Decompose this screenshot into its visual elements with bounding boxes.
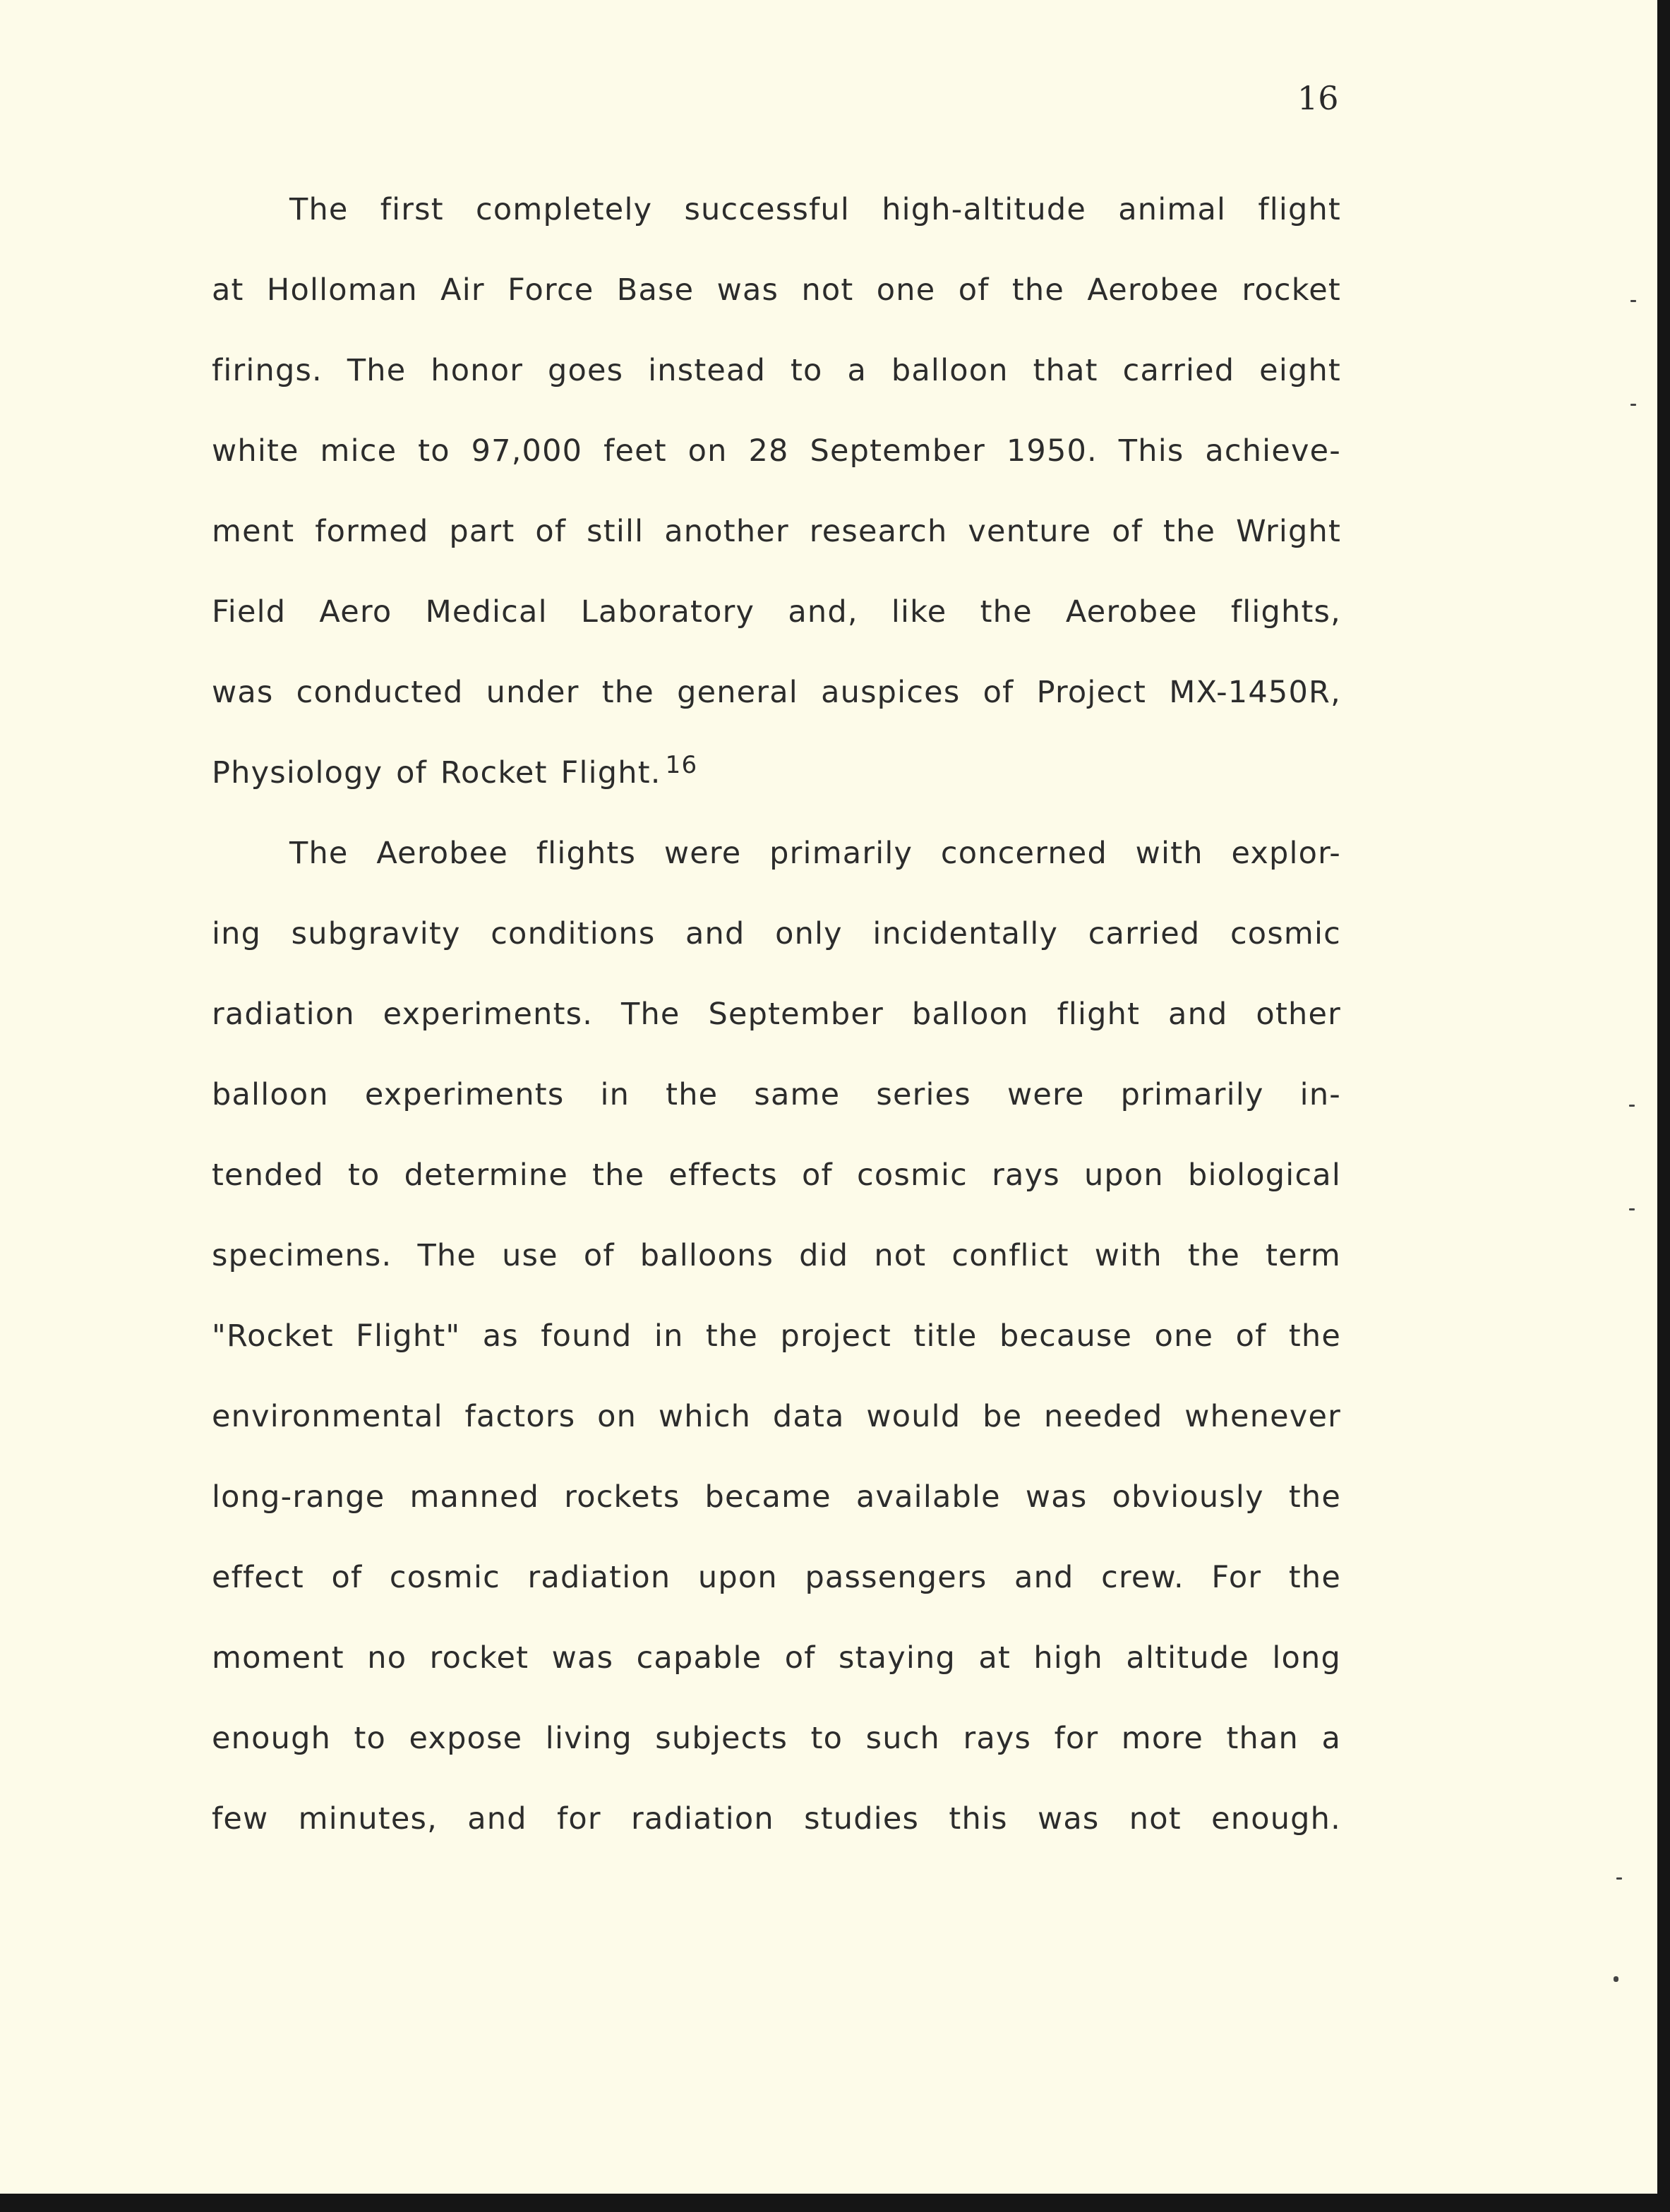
paragraph-1-line-3: firings. The honor goes instead to a balloon that carried eight [212,353,1341,388]
scan-speck [1630,404,1636,406]
paragraph-2-line-1: The Aerobee flights were primarily concerned with explor- [289,836,1341,871]
scan-border-right [1657,0,1670,2212]
paragraph-1-last-line-text: Physiology of Rocket Flight. [212,755,661,791]
paragraph-2-line-4: balloon experiments in the same series were primarily in- [212,1077,1341,1112]
paragraph-1-line-5: ment formed part of still another research venture of the Wright [212,514,1341,549]
paragraph-2-line-13: few minutes, and for radiation studies this was not enough. [212,1801,1341,1837]
scan-speck [1614,1976,1618,1982]
paragraph-1-line-8 [212,733,1341,813]
paragraph-2-line-2: ing subgravity conditions and only incidentally carried cosmic [212,916,1341,951]
scan-speck [1616,1877,1622,1880]
paragraph-1-line-4: white mice to 97,000 feet on 28 September 1950. This achieve- [212,433,1341,469]
paragraph-2-line-8: environmental factors on which data would be needed whenever [212,1399,1341,1434]
paragraph-1-line-6: Field Aero Medical Laboratory and, like the Aerobee flights, [212,594,1341,630]
paragraph-1-line-2: at Holloman Air Force Base was not one of the Aerobee rocket [212,272,1341,308]
paragraph-2-line-6: specimens. The use of balloons did not conflict with the term [212,1238,1341,1273]
footnote-reference: 16 [665,751,698,779]
scan-border-bottom [0,2194,1670,2212]
paragraph-2-line-10: effect of cosmic radiation upon passengers and crew. For the [212,1560,1341,1595]
scan-speck [1629,1105,1635,1107]
paragraph-2-line-9: long-range manned rockets became available was obviously the [212,1479,1341,1515]
scan-speck [1630,300,1636,302]
paragraph-2-line-3: radiation experiments. The September balloon flight and other [212,997,1341,1032]
paragraph-2-line-5: tended to determine the effects of cosmic rays upon biological [212,1158,1341,1193]
paragraph-2-line-7: "Rocket Flight" as found in the project title because one of the [212,1318,1341,1354]
body-text [212,169,1341,1859]
paragraph-1-line-1: The first completely successful high-altitude animal flight [289,192,1341,227]
scan-speck [1629,1208,1635,1210]
page-number: 16 [1297,79,1339,117]
paragraph-2-line-12: enough to expose living subjects to such rays for more than a [212,1721,1341,1756]
paragraph-2-line-11: moment no rocket was capable of staying at high altitude long [212,1640,1341,1676]
paragraph-1-line-7: was conducted under the general auspices of Project MX-1450R, [212,675,1341,710]
